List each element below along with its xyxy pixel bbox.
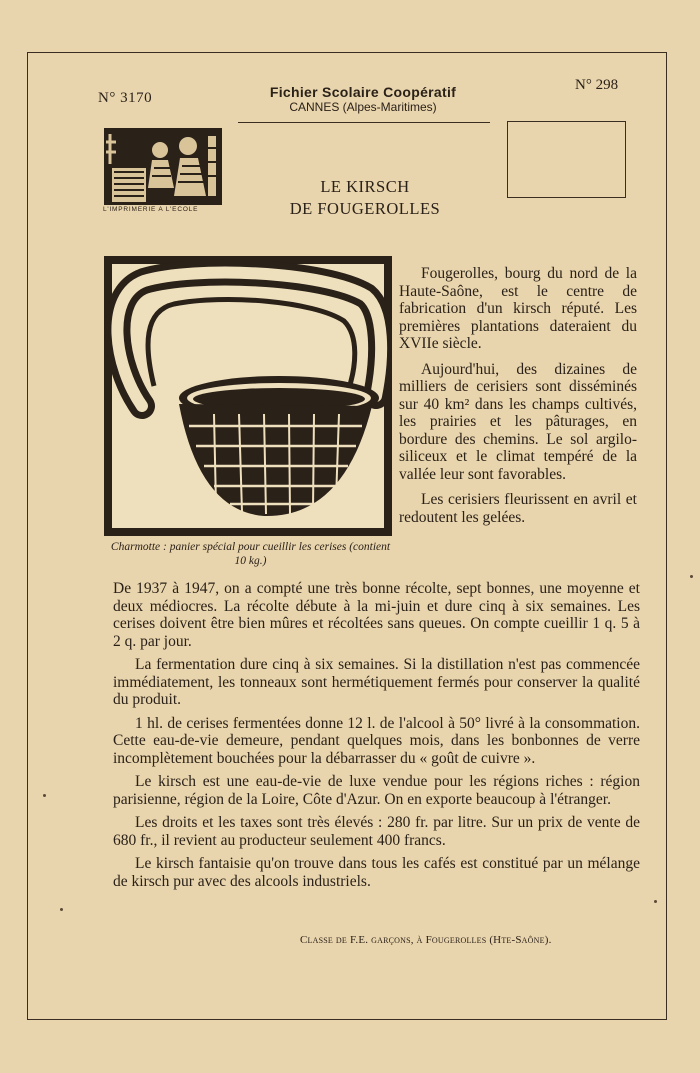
basket-woodcut-image <box>104 256 392 536</box>
card-number-right: N° 298 <box>575 77 619 93</box>
card-number-left: N° 3170 <box>98 90 153 106</box>
stamp-box <box>507 121 626 198</box>
page-title <box>270 176 460 220</box>
main-text <box>113 580 640 890</box>
paragraph-fermentation: La fermentation dure cinq à six semaines. Si la distillation n'est pas commencée immédiatement, les tonneaux sont hermétiquement fermés pour conserver la qualité du produit. <box>113 656 640 708</box>
header <box>238 84 488 114</box>
paper-speck <box>690 575 693 578</box>
paragraph-market: Le kirsch est une eau-de-vie de luxe vendue pour les régions riches : région parisienne, région de la Loire, Côte d'Azur. On en exporte beaucoup à l'étranger. <box>113 773 640 808</box>
paper-speck <box>60 908 63 911</box>
right-column-text <box>399 265 637 526</box>
paragraph-fantasy-kirsch: Le kirsch fantaisie qu'on trouve dans tous les cafés est constitué par un mélange de kirsch pur avec des alcools industriels. <box>113 855 640 890</box>
paragraph-harvest: De 1937 à 1947, on a compté une très bonne récolte, sept bonnes, une moyenne et deux médiocres. La récolte débute à la mi-juin et dure cinq à six semaines. Les cerises doivent être bien mûres et récoltées sans queues. On compte cueillir 1 q. 5 à 2 q. par jour. <box>113 580 640 650</box>
paper-speck <box>43 794 46 797</box>
paragraph-taxes: Les droits et les taxes sont très élevés : 280 fr. par litre. Sur un prix de vente de 680 fr., il revient au producteur seulement 400 francs. <box>113 814 640 849</box>
paper-speck <box>654 900 657 903</box>
paragraph-intro: Fougerolles, bourg du nord de la Haute-Saône, est le centre de fabrication d'un kirsch réputé. Les premières plantations dateraient du XVIIe siècle. <box>399 265 637 352</box>
logo-caption: L'IMPRIMERIE A L'ECOLE <box>103 206 199 213</box>
signature: Classe de F.E. garçons, à Fougerolles (Hte-Saône). <box>300 934 552 946</box>
printing-press-logo <box>104 128 222 205</box>
title-line-1: LE KIRSCH <box>320 177 410 196</box>
header-rule <box>238 122 490 123</box>
title-line-2: DE FOUGEROLLES <box>289 199 441 218</box>
figure-caption: Charmotte : panier spécial pour cueillir les cerises (contient 10 kg.) <box>110 541 391 567</box>
publisher-title: Fichier Scolaire Coopératif <box>269 84 457 100</box>
paragraph-orchards: Aujourd'hui, des dizaines de milliers de cerisiers sont disséminés sur 40 km² dans les champs cultivés, les prairies et les pâturages, en bordure des chemins. Le sol argilo-siliceux et le climat tempéré de la vallée leur sont favorables. <box>399 360 637 483</box>
paragraph-flowering: Les cerisiers fleurissent en avril et redoutent les gelées. <box>399 491 637 526</box>
paragraph-yield: 1 hl. de cerises fermentées donne 12 l. de l'alcool à 50° livré à la consommation. Cette eau-de-vie demeure, pendant quelques mois, dans les bonbonnes de verre incomplètement bouchées pour la débarrasser du « goût de cuivre ». <box>113 714 640 767</box>
publisher-location: CANNES (Alpes-Maritimes) <box>289 100 437 114</box>
